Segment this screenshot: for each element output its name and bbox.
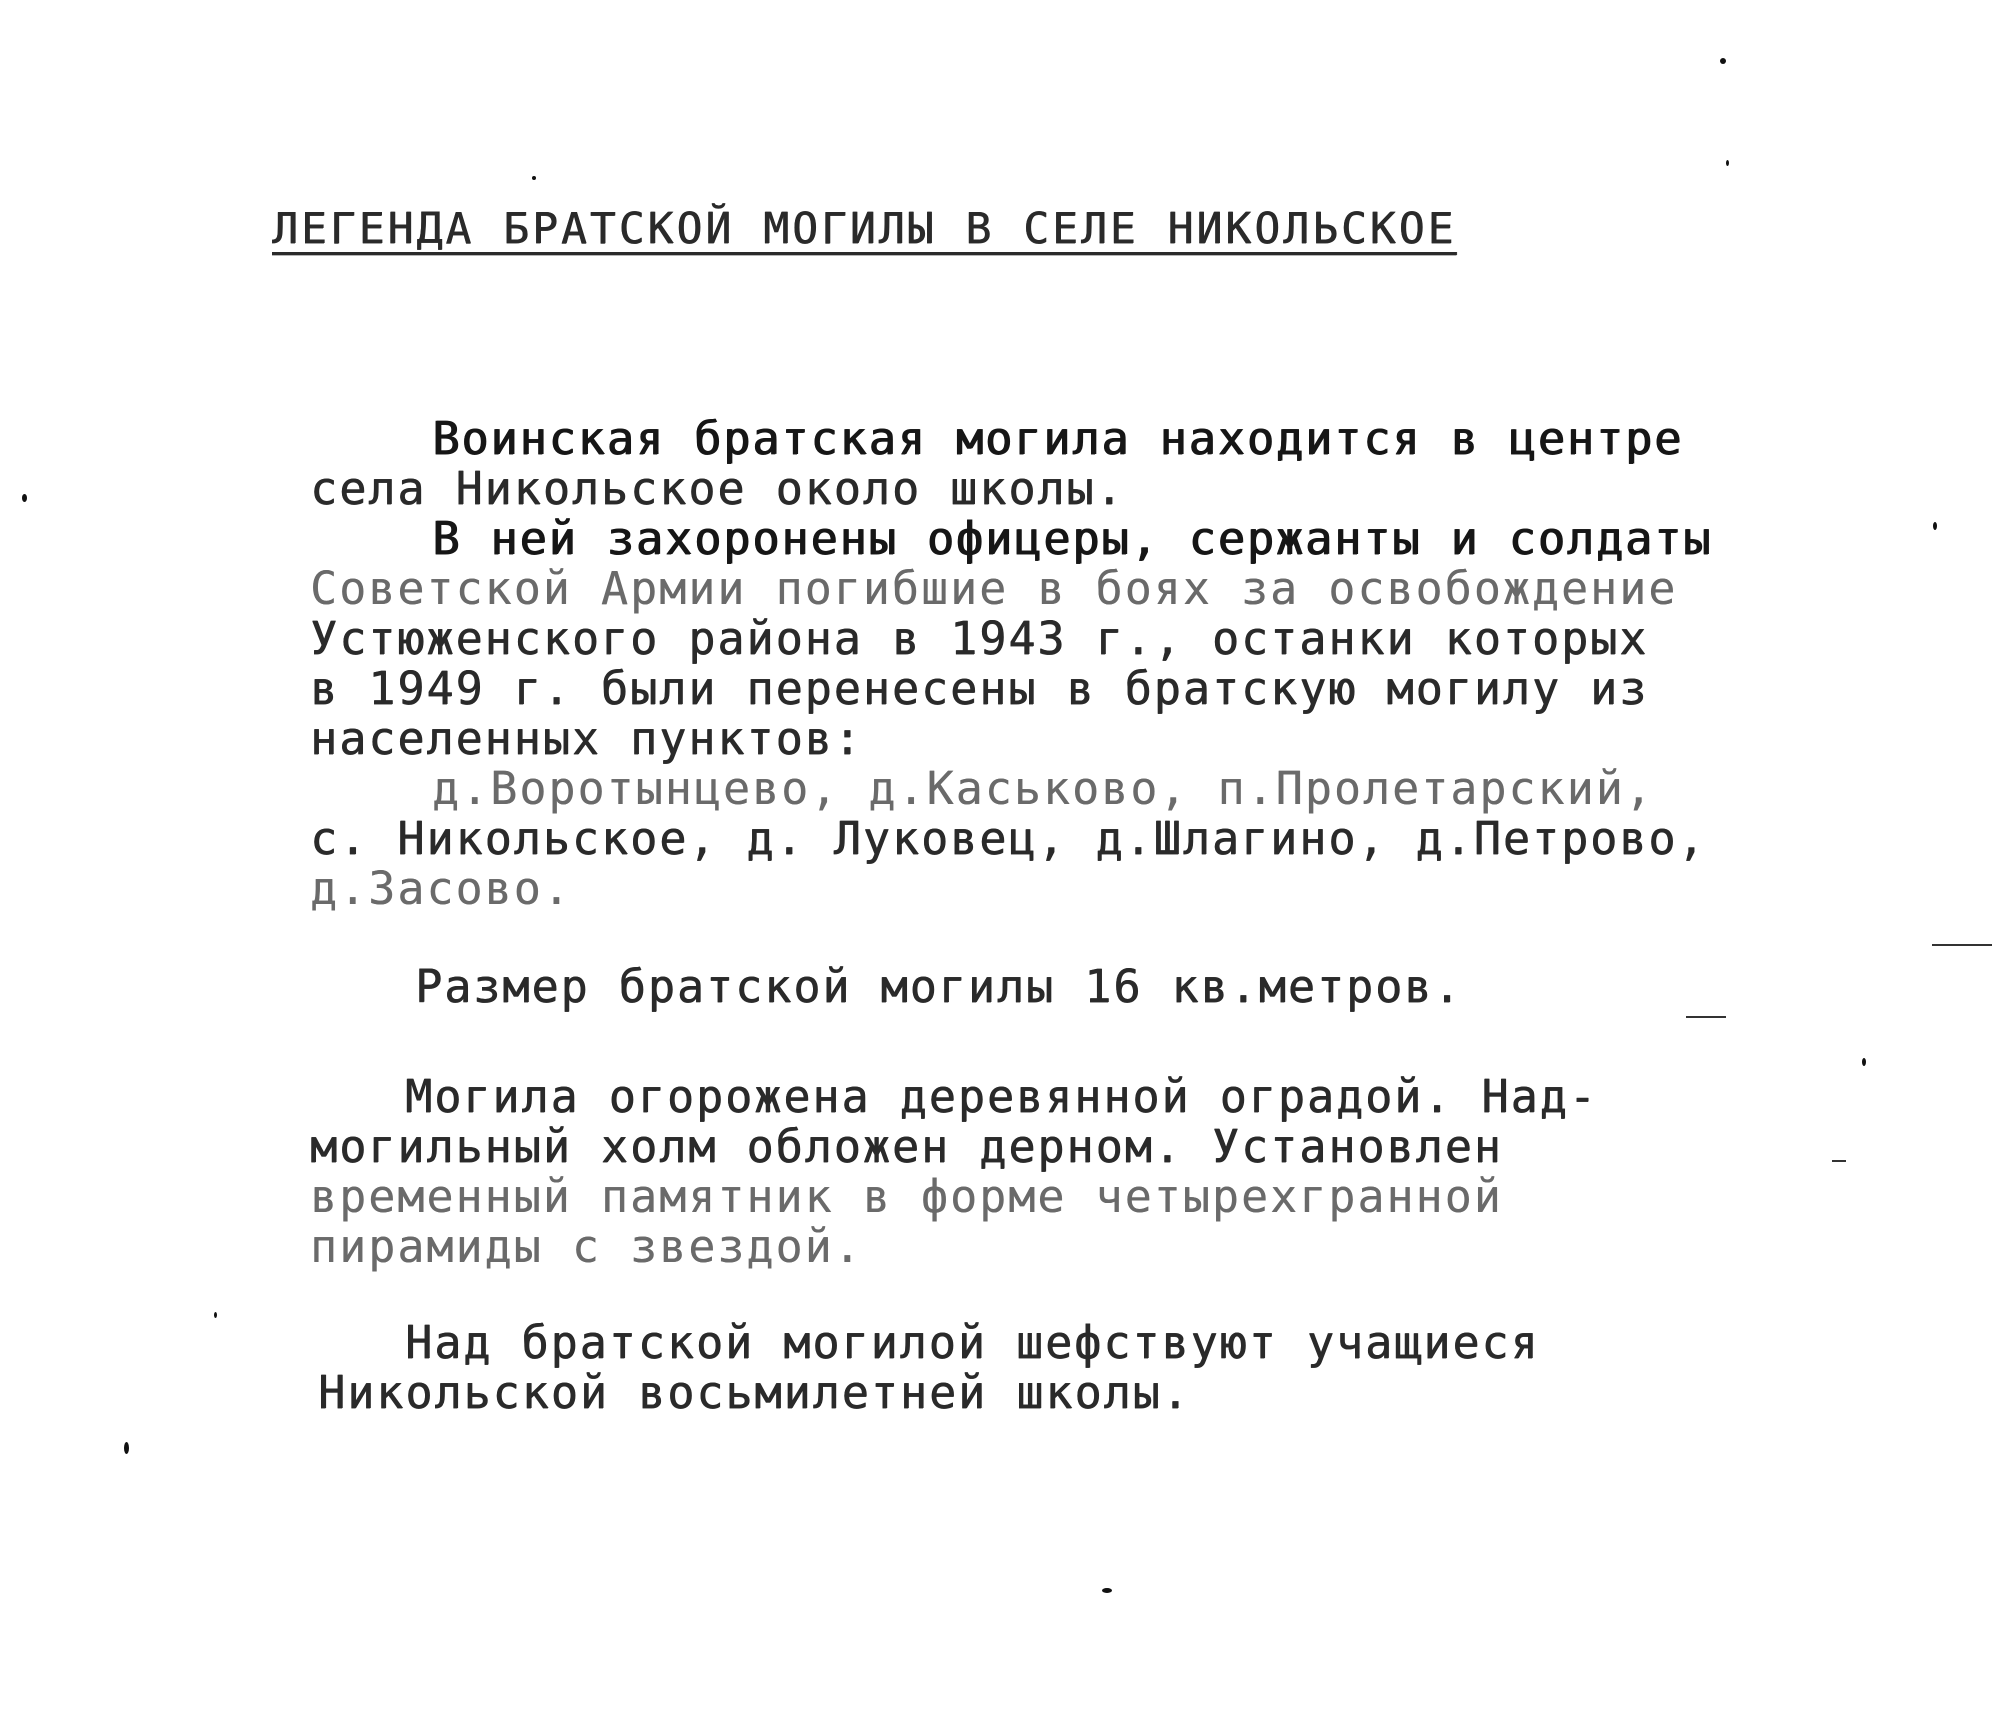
body-line-4: Советской Армии погибшие в боях за освобождение (310, 562, 1678, 615)
body-line-8: д.Воротынцево, д.Каськово, п.Пролетарский, (432, 762, 1654, 815)
scan-speck (1862, 1058, 1866, 1066)
body-line-9: с. Никольское, д. Луковец, д.Шлагино, д.Петрово, (310, 812, 1707, 865)
body-line-11: Размер братской могилы 16 кв.метров. (415, 960, 1463, 1013)
body-line-10: д.Засово. (310, 862, 572, 915)
scan-mark (1932, 944, 1992, 946)
scan-speck (214, 1312, 217, 1318)
scan-speck (1720, 58, 1726, 64)
document-title: ЛЕГЕНДА БРАТСКОЙ МОГИЛЫ В СЕЛЕ НИКОЛЬСКОЕ (272, 204, 1457, 254)
body-line-1: Воинская братская могила находится в центре (432, 412, 1683, 465)
scan-speck (532, 176, 536, 180)
scan-mark (1686, 1016, 1726, 1018)
scan-speck (22, 494, 27, 502)
scan-mark (1832, 1160, 1846, 1162)
body-line-5: Устюженского района в 1943 г., останки которых (310, 612, 1649, 665)
body-line-13: могильный холм обложен дерном. Установлен (310, 1120, 1503, 1173)
scan-speck (124, 1442, 129, 1454)
body-line-14: временный памятник в форме четырехгранной (310, 1170, 1503, 1223)
body-line-15: пирамиды с звездой. (310, 1220, 863, 1273)
body-line-12: Могила огорожена деревянной оградой. Над- (405, 1070, 1598, 1123)
body-line-2: села Никольское около школы. (310, 462, 1125, 515)
body-line-17: Никольской восьмилетней школы. (318, 1366, 1191, 1419)
body-line-6: в 1949 г. были перенесены в братскую могилу из (310, 662, 1649, 715)
body-line-3: В ней захоронены офицеры, сержанты и солдаты (432, 512, 1713, 565)
body-line-16: Над братской могилой шефствуют учащиеся (405, 1316, 1540, 1369)
scan-speck (1102, 1588, 1112, 1593)
scan-speck (1933, 522, 1937, 530)
body-line-7: населенных пунктов: (310, 712, 863, 765)
scan-speck (1726, 160, 1729, 166)
